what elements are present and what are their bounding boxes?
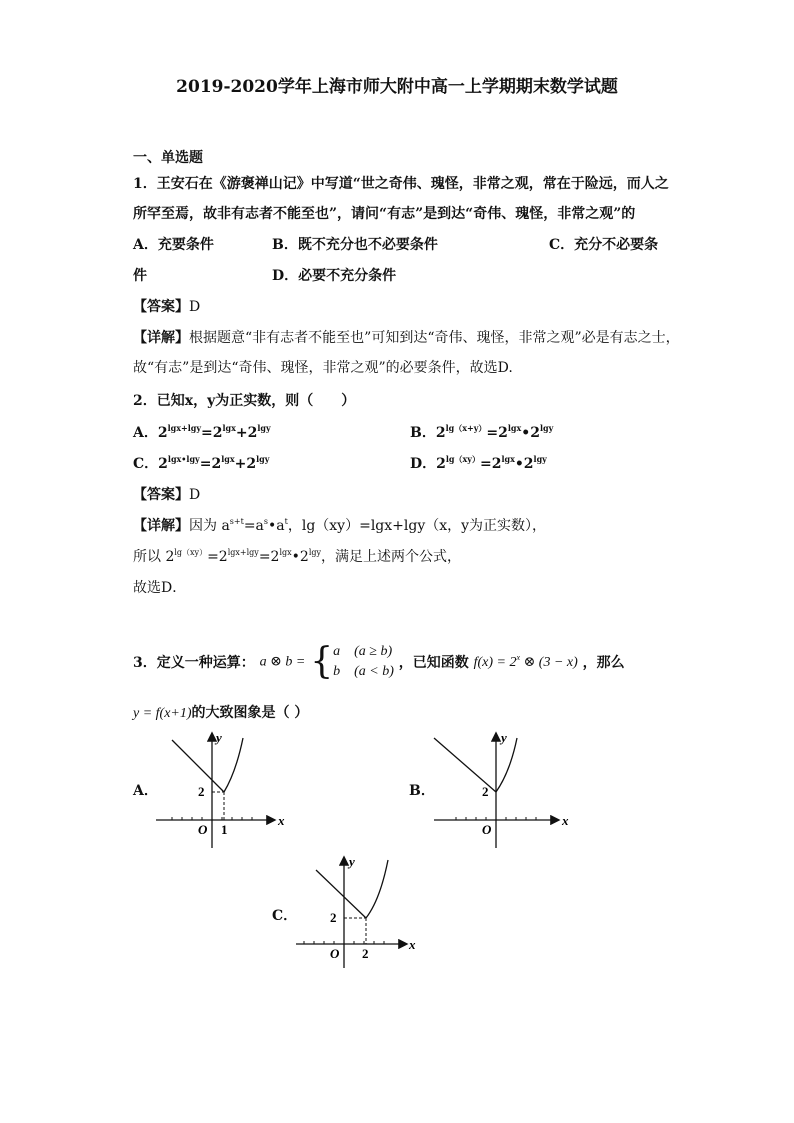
q1-answer xyxy=(133,296,200,316)
q2-answer xyxy=(133,484,200,504)
operation-lhs: a ⊗ b = xyxy=(259,654,306,670)
right-branch xyxy=(366,860,388,918)
q1-stem-line1: 1．王安石在《游褒禅山记》中写道“世之奇伟、瑰怪，非常之观，常在于险远，而人之 xyxy=(133,176,669,192)
q3-stem-line2: y = f(x+1)的大致图象是（ ） xyxy=(133,705,309,721)
q1-option-a: A．充要条件 xyxy=(133,237,214,253)
page-title: 2019-2020学年上海市师大附中高一上学期期末数学试题 xyxy=(176,77,618,97)
y-tick-label: 2 xyxy=(198,784,205,799)
q2-detail-line2: 所以 $2^{lg(xy)}=2^{lgx+lgy}=2^{lgx}•2^{lgy}$，满足上述两个公式， xyxy=(133,548,462,565)
answer-value: D xyxy=(189,299,201,315)
q1-detail-line2: 故“有志”是到达“奇伟、瑰怪，非常之观”的必要条件，故选D. xyxy=(133,360,513,376)
q1-detail-line1 xyxy=(133,327,680,347)
y-axis-label: y xyxy=(349,854,355,869)
y-tick-label: 2 xyxy=(482,784,489,799)
piecewise-cases: a (a ≥ b) b (a < b) xyxy=(333,644,394,679)
detail-text: 根据题意“非有志者不能至也”可知到达“奇伟、瑰怪，非常之观”必是有志之士， xyxy=(189,330,680,346)
x-axis-label: x xyxy=(278,813,285,828)
q1-option-c: C．充分不必要条 xyxy=(549,237,659,253)
answer-tag: 【答案】 xyxy=(133,487,189,503)
detail-tag: 【详解】 xyxy=(133,330,189,346)
brace-icon: { xyxy=(310,641,334,682)
origin-label: O xyxy=(482,822,492,837)
x-axis-label: x xyxy=(409,937,416,952)
q2-option-a: A．$2^{lgx+lgy}=2^{lgx}+2^{lgy}$ xyxy=(133,423,271,441)
origin-label: O xyxy=(198,822,208,837)
q3-option-b-label: B． xyxy=(409,783,435,799)
q2-stem: 2．已知x，y为正实数，则（ ） xyxy=(133,393,356,409)
q3-graph-b xyxy=(428,728,578,853)
left-branch xyxy=(316,870,366,918)
y-tick-label: 2 xyxy=(330,910,337,925)
q1-option-c-continued: 件 xyxy=(133,268,147,284)
right-branch xyxy=(224,738,243,792)
function-def: $f(x) = 2^x$ ⊗ (3 − x) xyxy=(473,652,578,670)
q3-option-a-label: A． xyxy=(133,783,158,799)
x-axis-label: x xyxy=(562,813,569,828)
answer-value: D xyxy=(189,487,201,503)
x-tick-label: 1 xyxy=(221,822,228,837)
detail-tag: 【详解】 xyxy=(133,518,189,534)
origin-label: O xyxy=(330,946,340,961)
y-axis-label: y xyxy=(216,730,222,745)
y-axis-label: y xyxy=(501,730,507,745)
q2-detail-line3: 故选D． xyxy=(133,580,187,596)
section-heading: 一、单选题 xyxy=(133,150,203,166)
q2-option-b: B．$2^{lg(x+y)}=2^{lgx}•2^{lgy}$ xyxy=(410,423,554,441)
answer-tag: 【答案】 xyxy=(133,299,189,315)
q2-option-d: D．$2^{lg(xy)}=2^{lgx}•2^{lgy}$ xyxy=(410,454,547,472)
q1-stem-line2: 所罕至焉，故非有志者不能至也”，请问“有志”是到达“奇伟、瑰怪，非常之观”的 xyxy=(133,206,636,222)
q3-graph-c xyxy=(292,852,427,972)
q3-stem-line1: 3．定义一种运算： a ⊗ b = {a (a ≥ b) b (a < b) ，已知函数 $f(x) = 2^x$ ⊗ (3 − x) ，那么 xyxy=(133,641,625,682)
right-branch xyxy=(496,738,517,792)
q1-option-b: B．既不充分也不必要条件 xyxy=(272,237,438,253)
q1-option-d: D．必要不充分条件 xyxy=(272,268,397,284)
x-tick-label: 2 xyxy=(362,946,369,961)
q3-graph-a xyxy=(150,728,295,853)
q2-detail-line1: 【详解】因为 $a^{s+t}=a^s•a^t$，lg（xy）=lgx+lgy（x，y为正实数）， xyxy=(133,517,547,534)
q2-option-c: C．$2^{lgx•lgy}=2^{lgx}+2^{lgy}$ xyxy=(133,454,270,472)
q3-option-c-label: C． xyxy=(272,908,298,924)
